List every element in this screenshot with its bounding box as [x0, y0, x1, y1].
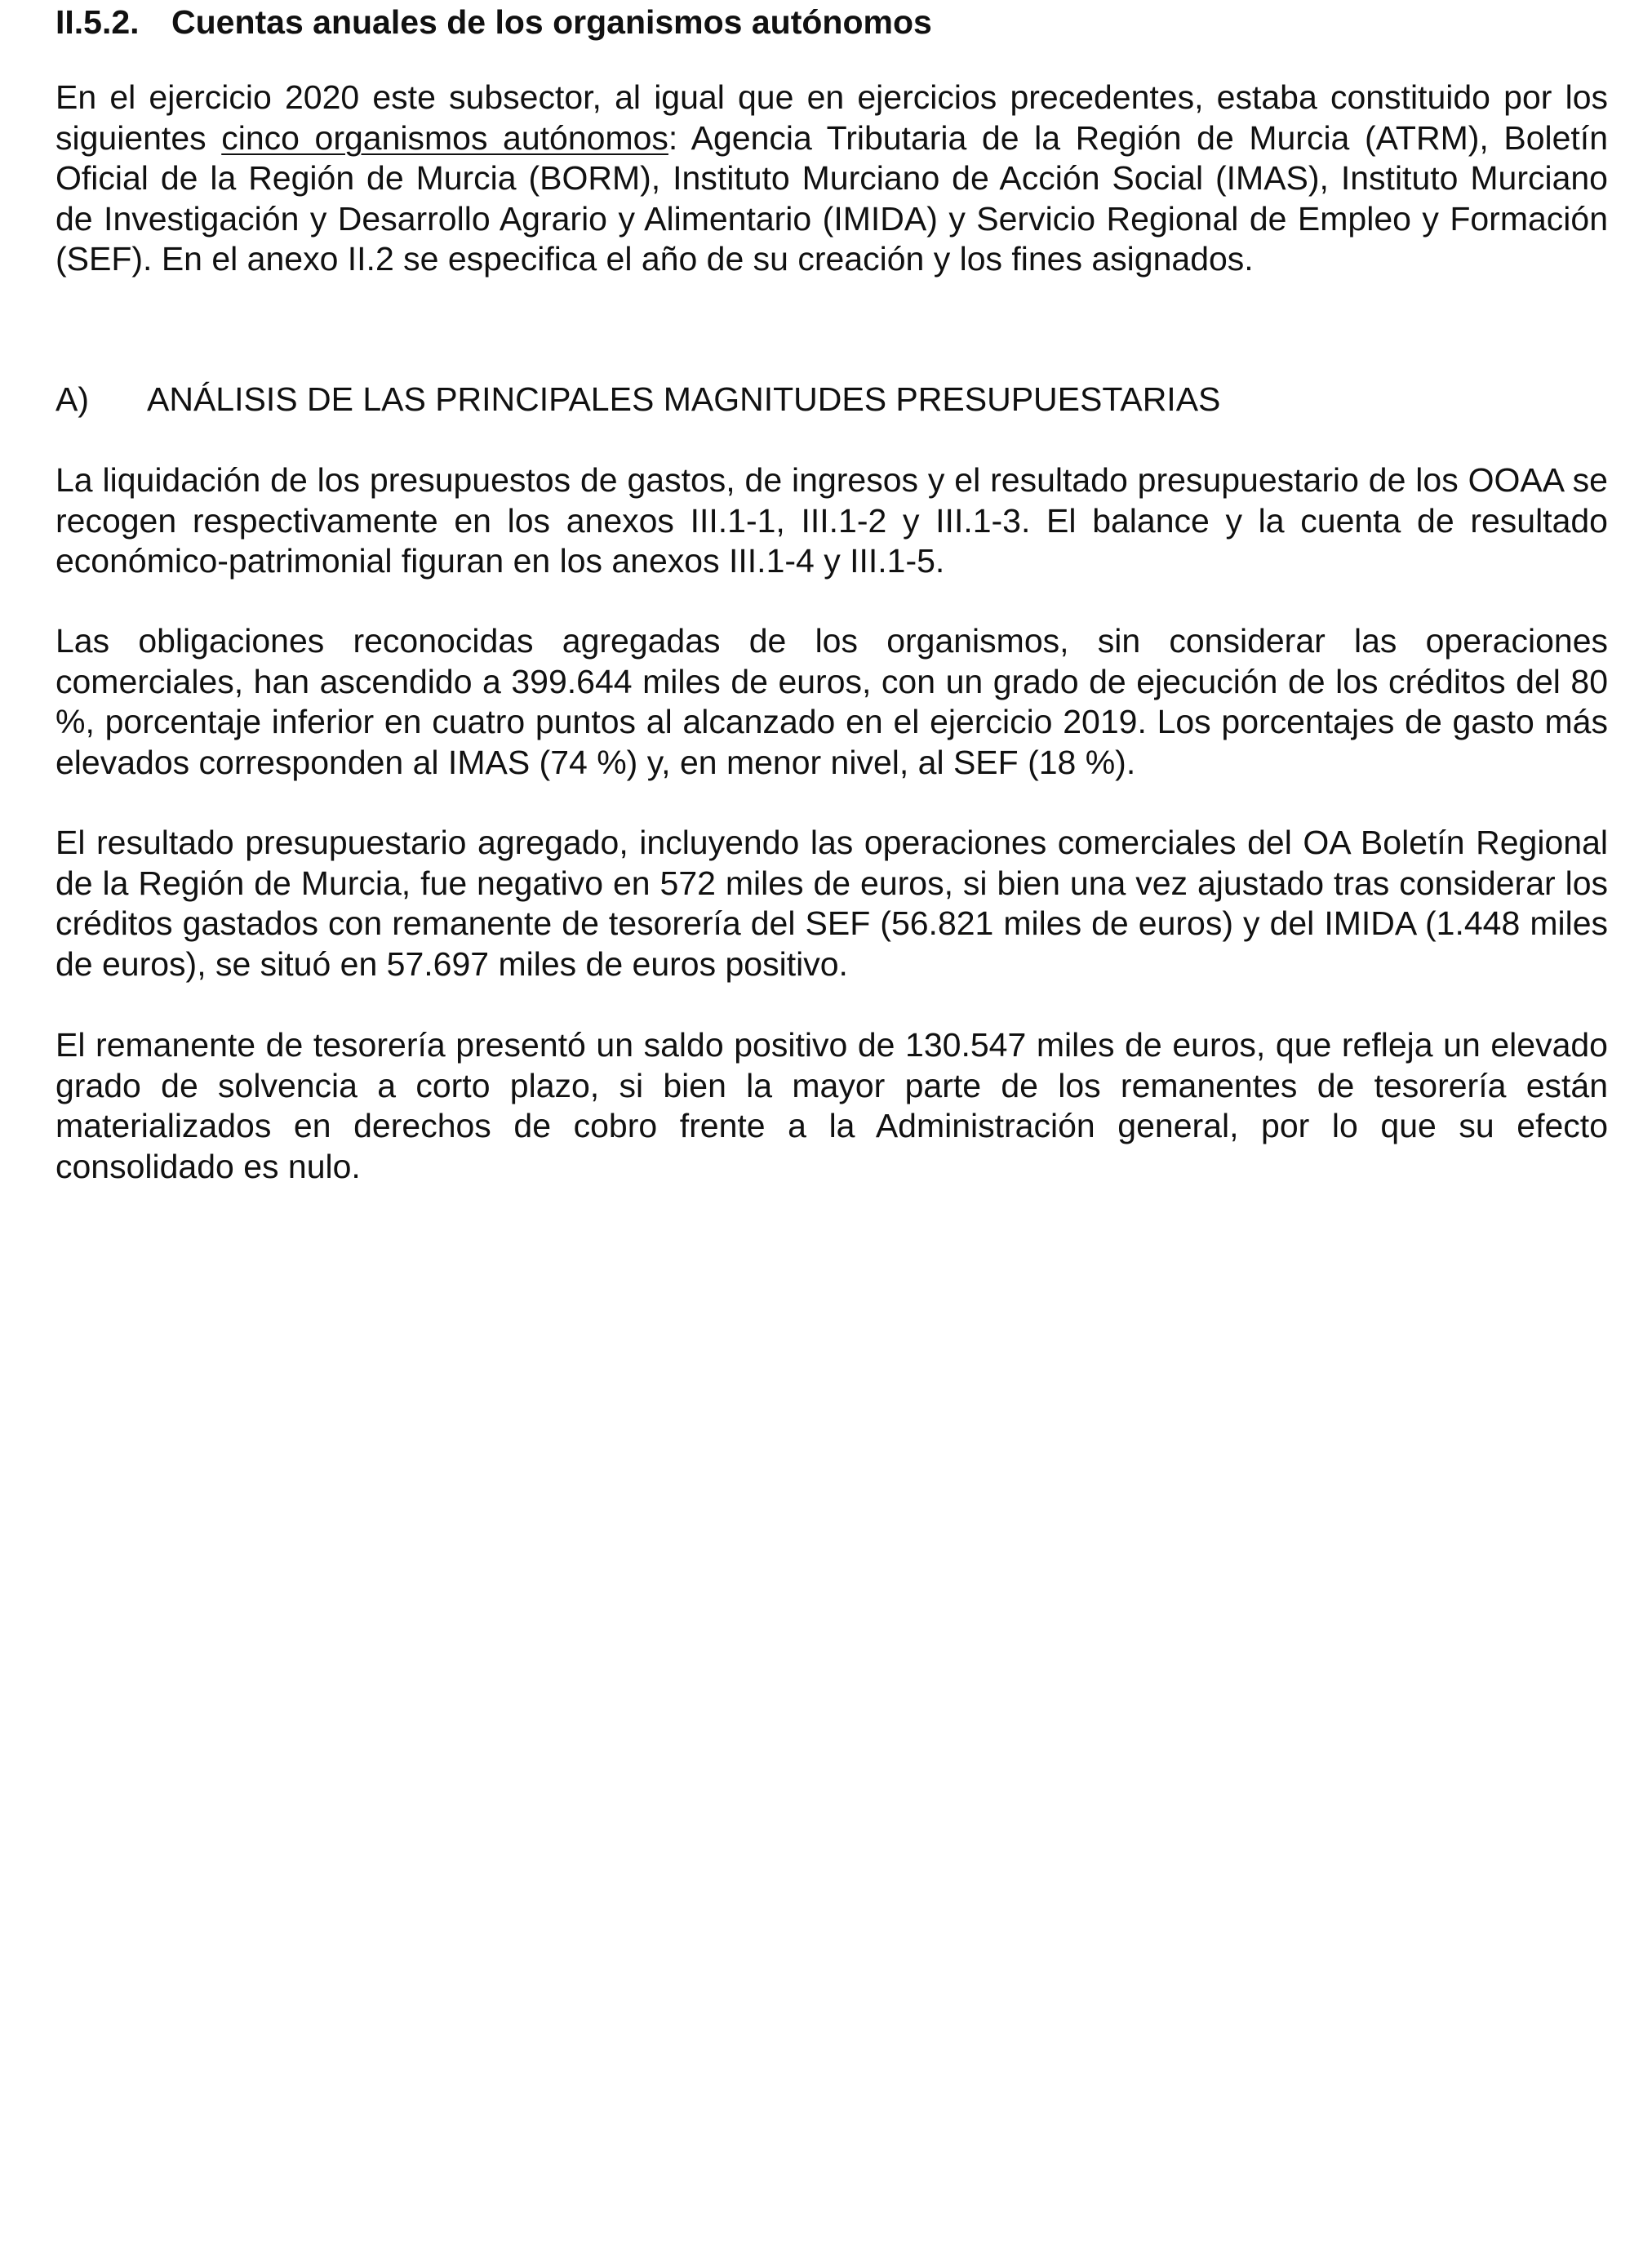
subsection-heading [56, 379, 1220, 420]
paragraph-intro [56, 78, 1608, 280]
paragraph-remanente: El remanente de tesorería presentó un saldo positivo de 130.547 miles de euros, que refleja un elevado grado de solvencia a corto plazo, si bien la mayor parte de los remanentes de tesorería están materializados en derechos de cobro frente a la Administración general, por lo que su efecto consolidado es nulo. [56, 1026, 1608, 1185]
heading-number: II.5.2. [56, 3, 140, 41]
paragraph-liquidacion: La liquidación de los presupuestos de gastos, de ingresos y el resultado presupuestario de los OOAA se recogen respectivamente en los anexos III.1-1, III.1-2 y III.1-3. El balance y la cuenta de resultado económico-patrimonial figuran en los anexos III.1-4 y III.1-5. [56, 461, 1608, 580]
heading-title: Cuentas anuales de los organismos autónomos [171, 3, 932, 41]
subsection-title: ANÁLISIS DE LAS PRINCIPALES MAGNITUDES PRESUPUESTARIAS [147, 380, 1221, 418]
paragraph-intro-start: En el ejercicio 2020 este subsector, al igual que en ejercicios precedentes, estaba constituido por los siguientes [56, 78, 1608, 157]
paragraph-obligaciones: Las obligaciones reconocidas agregadas de los organismos, sin considerar las operaciones comerciales, han ascendido a 399.644 miles de euros, con un grado de ejecución de los créditos del 80 %, porcentaje inferior en cuatro puntos al alcanzado en el ejercicio 2019. Los porcentajes de gasto más elevados corresponden al IMAS (74 %) y, en menor nivel, al SEF (18 %). [56, 622, 1608, 781]
section-heading [56, 2, 932, 42]
paragraph-intro-end: : Agencia Tributaria de la Región de Murcia (ATRM), Boletín Oficial de la Región de Murcia (BORM), Instituto Murciano de Acción Social (IMAS), Instituto Murciano de Investigación y Desarrollo Agrario y Alimentario (IMIDA) y Servicio Regional de Empleo y Formación (SEF). En el anexo II.2 se especifica el año de su creación y los fines asignados. [56, 118, 1609, 278]
subsection-letter: A) [56, 380, 89, 418]
paragraph-resultado: El resultado presupuestario agregado, incluyendo las operaciones comerciales del OA Boletín Regional de la Región de Murcia, fue negativo en 572 miles de euros, si bien una vez ajustado tras considerar los créditos gastados con remanente de tesorería del SEF (56.821 miles de euros) y del IMIDA (1.448 miles de euros), se situó en 57.697 miles de euros positivo. [56, 824, 1608, 983]
underlined-phrase: cinco organismos autónomos [221, 118, 668, 157]
